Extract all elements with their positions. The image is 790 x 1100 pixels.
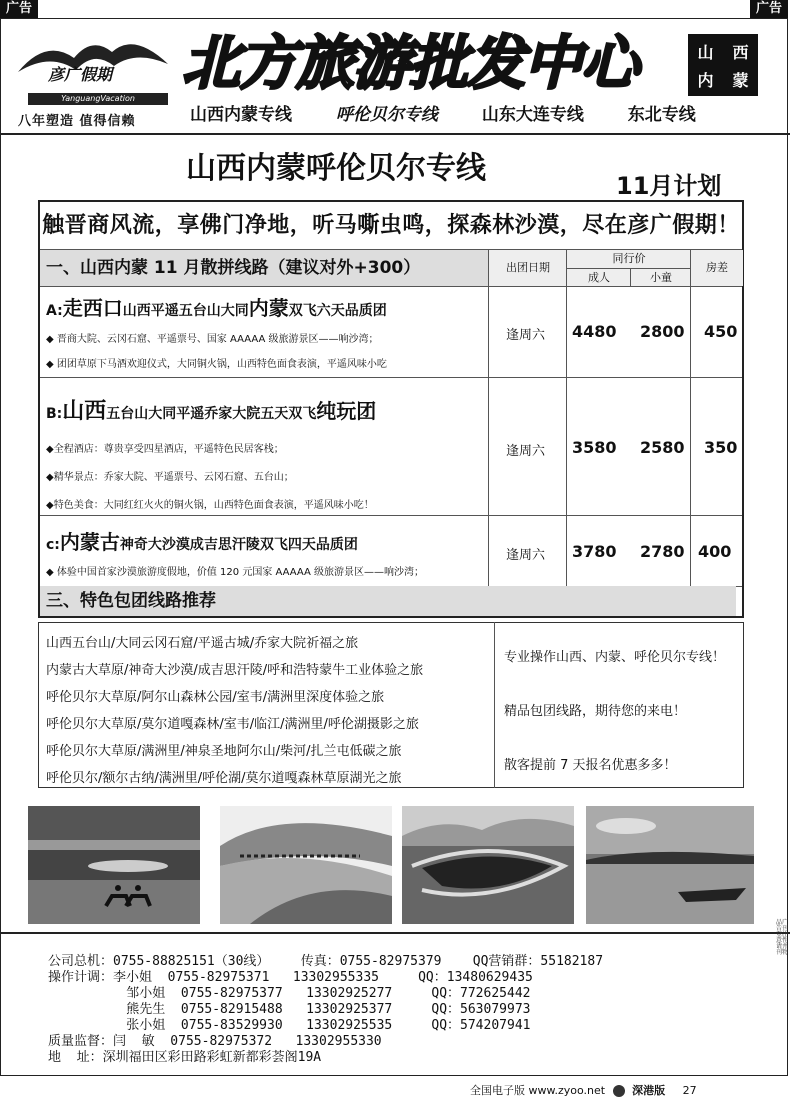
- tour-prefix: B:: [46, 406, 63, 422]
- contact-address: 地 址：深圳福田区彩田路彩虹新都彩荟阁19A: [48, 1050, 322, 1065]
- tour-section-head: 一、山西内蒙 11 月散拼线路（建议对外+300）: [40, 250, 488, 286]
- plan-label: 11月计划: [616, 172, 722, 200]
- tour-date: 逢周六: [506, 548, 546, 563]
- col-divider: [494, 622, 495, 788]
- lake-boat-photo: [584, 806, 756, 924]
- footer-divider: [0, 932, 790, 934]
- tour-prefix: A:: [46, 303, 63, 319]
- tour-a-title: [46, 292, 387, 321]
- tour-b-title: [46, 394, 376, 425]
- ad-tag-left: 广告: [0, 0, 38, 18]
- company-title: 北方旅游批发中心: [182, 29, 639, 97]
- tour-child-price: 2780: [640, 542, 685, 561]
- package-note: 精品包团线路，期待您的来电！: [504, 704, 687, 719]
- badge-char: 蒙: [732, 71, 749, 90]
- edition-label: 深港版: [632, 1084, 666, 1097]
- tagline: 触晋商风流，享佛门净地，听马嘶虫鸣，探森林沙漠，尽在彦广假期！: [42, 213, 740, 238]
- contact-line: 熊先生 0755-82915488 13302925377 QQ：563079973: [48, 1002, 531, 1017]
- tour-highlight: 纯玩团: [316, 399, 377, 423]
- tour-prefix: c:: [46, 537, 60, 553]
- package-item: 内蒙古大草原/神奇大沙漠/成吉思汗陵/呼和浩特蒙牛工业体验之旅: [46, 663, 424, 678]
- package-item: 山西五台山/大同云冈石窟/平遥古城/乔家大院祈福之旅: [46, 636, 359, 651]
- tour-bullet: ◆ 体验中国首家沙漠旅游度假地，价值 120 元国家 AAAAA 级旅游景区——响沙湾；: [46, 567, 424, 578]
- page-footer: [470, 1082, 697, 1098]
- tour-child-price: 2800: [640, 322, 685, 341]
- edition-icon: [613, 1085, 625, 1097]
- logo-english: YanguangVacation: [28, 93, 168, 105]
- side-note: 品广告刊登注意性请并刊物: [776, 919, 789, 956]
- badge-char: 山: [697, 43, 714, 62]
- col-date-header: 出团日期: [488, 250, 567, 286]
- route-item: 东北专线: [627, 105, 696, 125]
- ad-tag-right: 广告: [750, 0, 788, 18]
- col-child-header: 小童: [630, 268, 691, 287]
- badge-char: 内: [697, 71, 714, 90]
- tour-highlight: 山西: [62, 399, 107, 424]
- page-number: 27: [682, 1084, 697, 1097]
- route-item: 呼伦贝尔专线: [335, 105, 438, 125]
- col-divider: [488, 286, 489, 586]
- contact-line: 操作计调：李小姐 0755-82975371 13302955335 QQ：13480629435: [48, 970, 533, 985]
- tour-child-price: 2580: [640, 438, 685, 457]
- tour-route: 神奇大沙漠成吉思汗陵双飞四天品质团: [119, 537, 358, 553]
- logo-name: 彦广假期: [48, 65, 113, 84]
- contact-line: 邹小姐 0755-82975377 13302925277 QQ：772625442: [48, 986, 531, 1001]
- badge-char: 西: [732, 43, 749, 62]
- tour-room-price: 450: [704, 322, 738, 341]
- col-adult-header: 成人: [566, 268, 631, 287]
- package-note: 散客提前 7 天报名优惠多多！: [504, 758, 677, 773]
- section-title: 山西内蒙呼伦贝尔专线: [186, 151, 486, 186]
- row-divider: [40, 515, 742, 516]
- route-item: 山西内蒙专线: [190, 105, 292, 125]
- col-divider: [690, 286, 691, 586]
- package-item: 呼伦贝尔大草原/阿尔山森林公园/室韦/满洲里深度体验之旅: [46, 690, 385, 705]
- tour-c-title: [46, 526, 358, 555]
- header-divider: [0, 133, 790, 135]
- col-price-header: 同行价: [566, 250, 691, 268]
- row-divider: [40, 377, 742, 378]
- tour-bullet: ◆ 团团草原下马酒欢迎仪式，大同铜火锅，山西特色面食表演，平遥风味小吃: [46, 359, 387, 370]
- grassland-horse-photo: [28, 806, 200, 924]
- tour-highlight: 走西口: [62, 296, 123, 320]
- tour-adult-price: 4480: [572, 322, 617, 341]
- tour-date: 逢周六: [506, 328, 546, 343]
- route-list: [190, 100, 718, 125]
- col-divider: [566, 286, 567, 586]
- tour-room-price: 400: [698, 542, 732, 561]
- tour-adult-price: 3580: [572, 438, 617, 457]
- package-item: 呼伦贝尔大草原/满洲里/神泉圣地阿尔山/柴河/扎兰屯低碳之旅: [46, 744, 402, 759]
- tour-route: 五台山大同平遥乔家大院五天双飞: [106, 406, 317, 422]
- tour-bullet: ◆ 晋商大院、云冈石窟、平遥票号、国家 AAAAA 级旅游景区——响沙湾；: [46, 334, 379, 345]
- contact-line: 质量监督：闫 敏 0755-82975372 13302955330: [48, 1034, 382, 1049]
- desert-camel-photo: [220, 806, 392, 924]
- website-link[interactable]: 全国电子版 www.zyoo.net: [470, 1084, 606, 1097]
- tour-highlight: 内蒙: [248, 296, 289, 320]
- route-item: 山东大连专线: [481, 105, 584, 125]
- package-note: 专业操作山西、内蒙、呼伦贝尔专线！: [504, 650, 726, 665]
- tour-room-price: 350: [704, 438, 738, 457]
- tour-type: 双飞六天品质团: [288, 303, 387, 319]
- special-section-head: 三、特色包团线路推荐: [40, 586, 736, 616]
- contact-line: 张小姐 0755-83529930 13302925535 QQ：574207941: [48, 1018, 531, 1033]
- region-badge: [688, 34, 758, 96]
- tour-bullet: ◆全程酒店：尊贵享受四星酒店，平遥特色民居客栈；: [46, 444, 284, 455]
- tour-bullet: ◆特色美食：大同红红火火的铜火锅，山西特色面食表演，平遥风味小吃！: [46, 500, 374, 511]
- col-room-header: 房差: [690, 250, 743, 286]
- slogan: 八年塑造 值得信赖: [18, 114, 136, 129]
- tour-bullet: ◆精华景点：乔家大院、平遥票号、云冈石窟、五台山；: [46, 472, 294, 483]
- package-item: 呼伦贝尔大草原/莫尔道嘎森林/室韦/临江/满洲里/呼伦湖摄影之旅: [46, 717, 419, 732]
- tour-highlight: 内蒙古: [59, 530, 120, 554]
- package-item: 呼伦贝尔/额尔古纳/满洲里/呼伦湖/莫尔道嘎森林草原湖光之旅: [46, 771, 402, 786]
- tour-adult-price: 3780: [572, 542, 617, 561]
- river-forest-photo: [402, 806, 574, 924]
- row-divider: [40, 286, 742, 287]
- contact-line: 公司总机：0755-88825151（30线） 传真：0755-82975379 QQ营销群：55182187: [48, 954, 604, 969]
- tour-route: 山西平遥五台山大同: [122, 303, 249, 319]
- tour-date: 逢周六: [506, 444, 546, 459]
